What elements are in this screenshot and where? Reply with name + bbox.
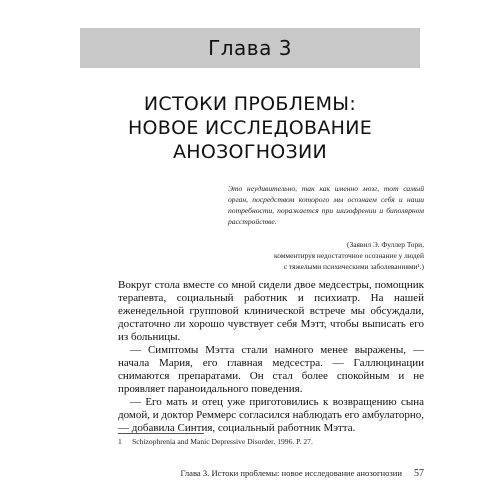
running-footer	[118, 468, 424, 479]
body-text	[118, 279, 424, 435]
attribution-line-1: (Заявил Э. Фуллер Тори,	[347, 240, 424, 249]
attribution-line-2: комментируя недостаточное осознание у людей	[273, 251, 424, 260]
body-paragraph-1: Вокруг стола вместе со мной сидели двое медсестры, помощник терапевта, социальный работник и психиатр. На нашей еженедельной групповой клинической встрече мы обсуждали, достаточно ли хорошо чувствует себя Мэтт, чтобы выписать его из больницы.	[118, 279, 424, 343]
footnote-text: Schizophrenia and Manic Depressive Disorder, 1996. P. 27.	[132, 437, 313, 446]
chapter-title-line-3: АНОЗОГНОЗИИ	[172, 141, 328, 163]
page-number: 57	[414, 468, 424, 479]
body-paragraph-3: — Его мать и отец уже приготовились к возвращению сына домой, и доктор Реммерс согласился наблюдать его амбулаторно, — добавила Синтия, социальный работник Мэтта.	[118, 396, 424, 434]
running-title: Глава 3. Истоки проблемы: новое исследование анозогнозии	[180, 468, 402, 478]
chapter-title-line-2: НОВОЕ ИССЛЕДОВАНИЕ	[127, 117, 373, 139]
epigraph-attribution	[228, 239, 424, 272]
chapter-label: Глава 3	[208, 36, 292, 60]
chapter-title-line-1: ИСТОКИ ПРОБЛЕМЫ:	[143, 93, 357, 115]
footnote	[118, 437, 424, 447]
attribution-line-3: с тяжелыми психическими заболеваниями¹.)	[283, 262, 424, 271]
footnote-divider	[118, 433, 204, 434]
body-paragraph-2: — Симптомы Мэтта стали намного менее выражены, — начала Мария, его главная медсестра. — Галлюцинации снимаются препаратами. Он стал более спокойным и не проявляет параноидального поведения.	[118, 344, 424, 395]
chapter-heading-band	[80, 28, 420, 68]
footnote-mark: 1	[118, 437, 122, 446]
epigraph-quote: Это неудивительно, так как именно мозг, тот самый орган, посредством которого мы осознаем себя и наши потребности, поражается при шизофрении и биполярном расстройстве.	[228, 184, 424, 226]
chapter-title	[60, 92, 440, 164]
